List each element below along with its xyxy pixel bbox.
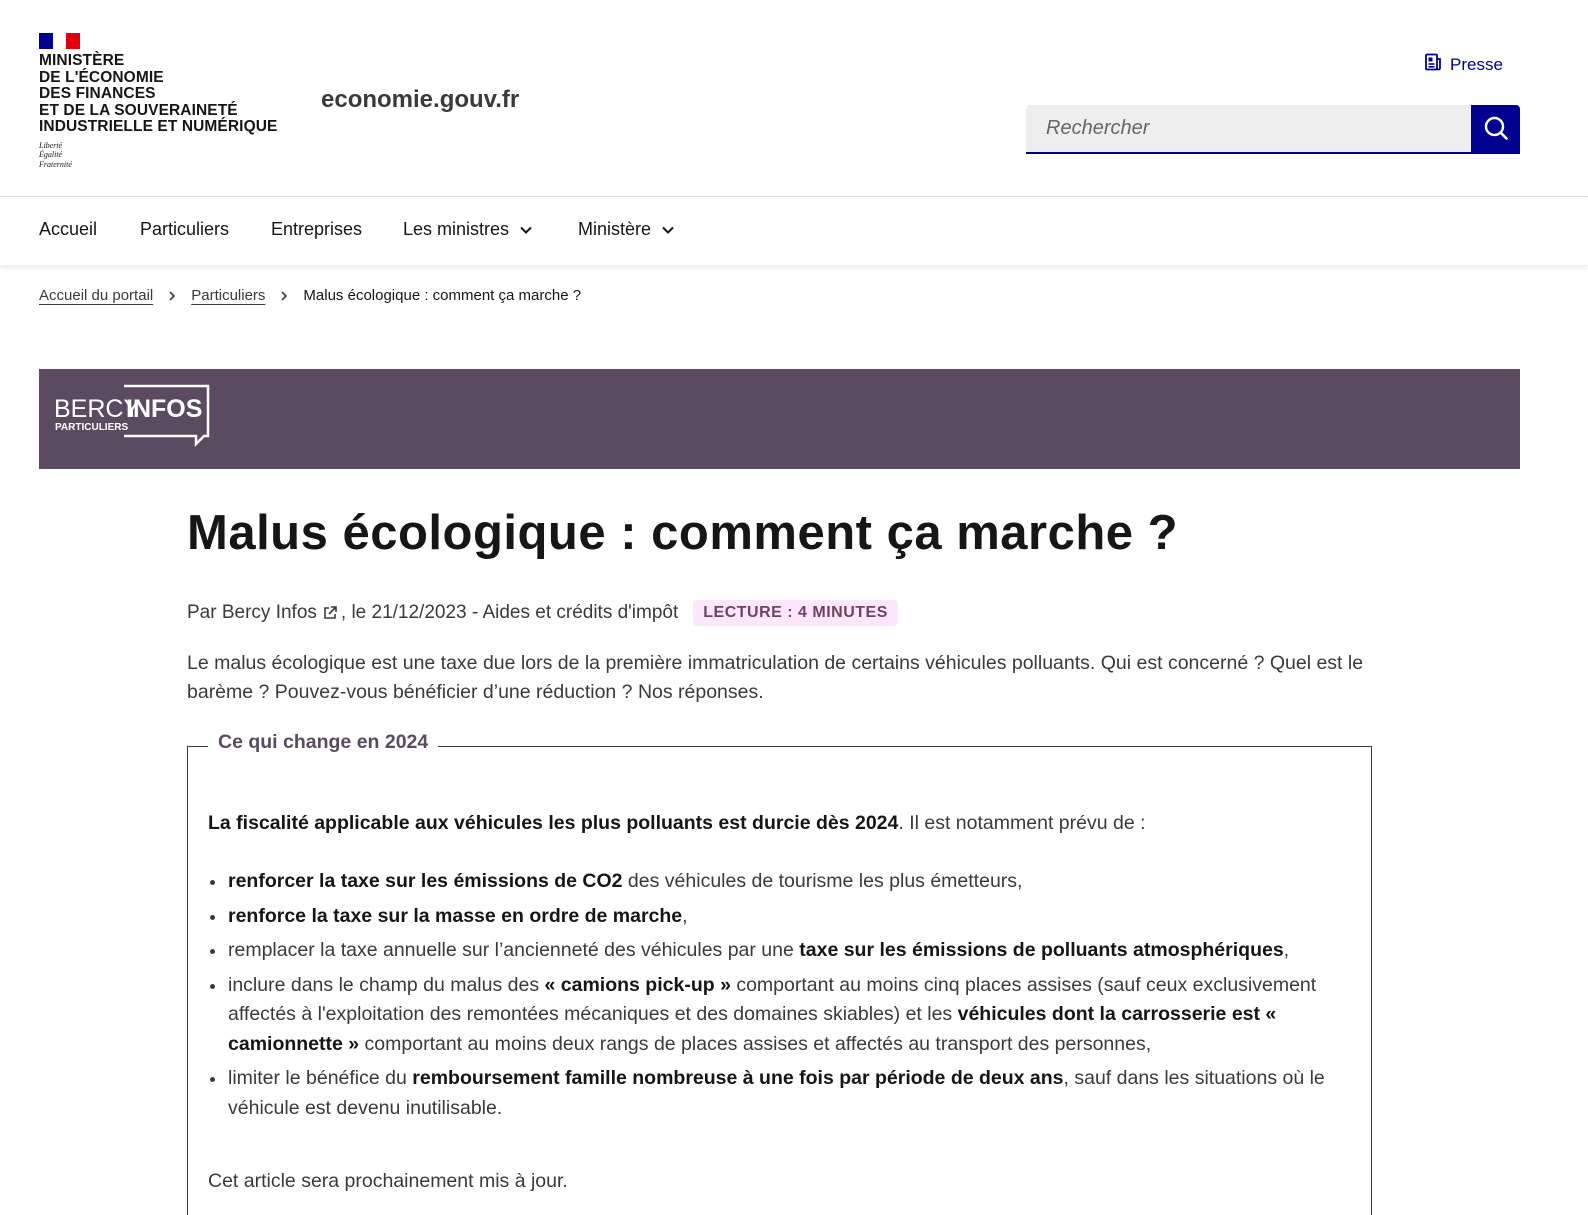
list-item (208, 1064, 1358, 1123)
motto-line: Égalité (39, 150, 63, 159)
changes-list (208, 867, 1358, 1128)
list-item-bold: renforce la taxe sur la masse en ordre de marche (228, 904, 683, 927)
ministry-line: DES FINANCES (39, 85, 156, 102)
nav-item-label: Entreprises (271, 219, 363, 239)
list-item-bold: véhicules dont la carrosserie est « camionnette » (228, 1003, 1277, 1055)
ministry-name (39, 53, 277, 136)
french-flag-icon (39, 33, 80, 49)
nav-item-entreprises[interactable] (271, 219, 362, 240)
article-date-category: , le 21/12/2023 - Aides et crédits d'impôt (340, 602, 679, 623)
nav-item-accueil[interactable] (39, 219, 97, 240)
list-item-bold: « camions pick-up » (544, 973, 731, 996)
nav-item-label: Particuliers (140, 219, 230, 239)
ministry-line: ET DE LA SOUVERAINETÉ (39, 101, 238, 119)
list-item-bold: taxe sur les émissions de polluants atmosphériques (799, 939, 1284, 961)
list-item (208, 867, 1358, 897)
site-header (0, 0, 1588, 197)
changes-box-footer: Cet article sera prochainement mis à jour. (208, 1170, 568, 1192)
changes-box-lead (208, 809, 1358, 838)
search-icon (1483, 115, 1509, 144)
site-name[interactable]: economie.gouv.fr (321, 86, 520, 113)
author-link[interactable]: Par Bercy Infos (187, 602, 317, 623)
logo-text-sub: PARTICULIERS (55, 422, 129, 433)
list-item-text: comportant au moins deux rangs de places assises et affectés au transport des personnes, (359, 1032, 1152, 1055)
list-item-text: remplacer la taxe annuelle sur l’ancienneté des véhicules par une (228, 939, 800, 961)
breadcrumb (39, 287, 581, 304)
lead-bold-text: La fiscalité applicable aux véhicules les plus polluants est durcie dès 2024 (208, 812, 899, 834)
chevron-right-icon (167, 290, 177, 302)
nav-item-label: Les ministres (403, 219, 510, 239)
ministry-line: INDUSTRIELLE ET NUMÉRIQUE (39, 118, 278, 135)
list-item-bold: renforcer la taxe sur les émissions de CO2 (228, 870, 623, 892)
presse-label: Presse (1450, 54, 1503, 74)
republic-motto (39, 141, 277, 170)
list-item (208, 936, 1358, 966)
list-item-bold: remboursement famille nombreuse à une fois par période de deux ans (412, 1067, 1064, 1089)
search-bar (1026, 105, 1520, 154)
nav-item-les-ministres[interactable] (403, 219, 533, 240)
reading-time-badge: LECTURE : 4 MINUTES (693, 600, 898, 626)
article-intro: Le malus écologique est une taxe due lors de la première immatriculation de certains véhicules polluants. Qui est concerné ? Quel est le barème ? Pouvez-vous bénéficier d’une réduction ? Nos réponses. (187, 652, 1364, 703)
breadcrumb-current: Malus écologique : comment ça marche ? (303, 287, 582, 304)
lead-text: . Il est notamment prévu de : (898, 812, 1146, 834)
chevron-down-icon (519, 219, 533, 240)
bercy-infos-logo[interactable] (54, 384, 214, 452)
changes-box-legend: Ce qui change en 2024 (208, 731, 438, 754)
list-item-text: inclure dans le champ du malus des (228, 973, 545, 996)
search-button[interactable] (1471, 105, 1520, 154)
nav-item-label: Accueil (39, 219, 98, 239)
ministry-line: MINISTÈRE (39, 52, 125, 69)
logo-text-bold: INFOS (126, 395, 203, 423)
nav-item-label: Ministère (578, 219, 652, 239)
logo-text-light: BERCY (54, 395, 141, 423)
bercy-infos-banner (39, 369, 1520, 469)
nav-item-ministere[interactable] (578, 219, 675, 240)
breadcrumb-link-accueil[interactable]: Accueil du portail (39, 287, 154, 304)
external-link-icon (322, 605, 338, 621)
chevron-right-icon (279, 290, 289, 302)
presse-link[interactable] (1424, 53, 1503, 76)
main-navigation (0, 197, 1588, 265)
list-item-text: limiter le bénéfice du (228, 1067, 413, 1089)
motto-line: Fraternité (39, 159, 72, 169)
list-item-text: comportant au moins cinq places assises (sauf ceux exclusivement affectés à l'exploitation des remontées mécaniques et des domaines skiables) et les (228, 973, 1317, 1025)
list-item-text: des véhicules de tourisme les plus émetteurs, (622, 870, 1023, 892)
search-input[interactable] (1026, 105, 1471, 154)
list-item (208, 902, 1358, 932)
list-item-text: , (682, 904, 688, 927)
ministry-logo[interactable] (39, 33, 277, 169)
article-meta (187, 598, 898, 628)
ministry-line: DE L'ÉCONOMIE (39, 68, 164, 86)
newspaper-icon (1424, 53, 1442, 76)
changes-2024-box (187, 731, 1372, 1215)
chevron-down-icon (661, 219, 675, 240)
page-title: Malus écologique : comment ça marche ? (187, 506, 1179, 560)
list-item-text: , (1283, 939, 1290, 961)
breadcrumb-link-particuliers[interactable]: Particuliers (191, 287, 266, 304)
list-item-text: , sauf dans les situations où le véhicule est devenu inutilisable. (228, 1067, 1325, 1119)
nav-item-particuliers[interactable] (140, 219, 229, 240)
list-item (208, 971, 1358, 1060)
motto-line: Liberté (39, 140, 63, 150)
